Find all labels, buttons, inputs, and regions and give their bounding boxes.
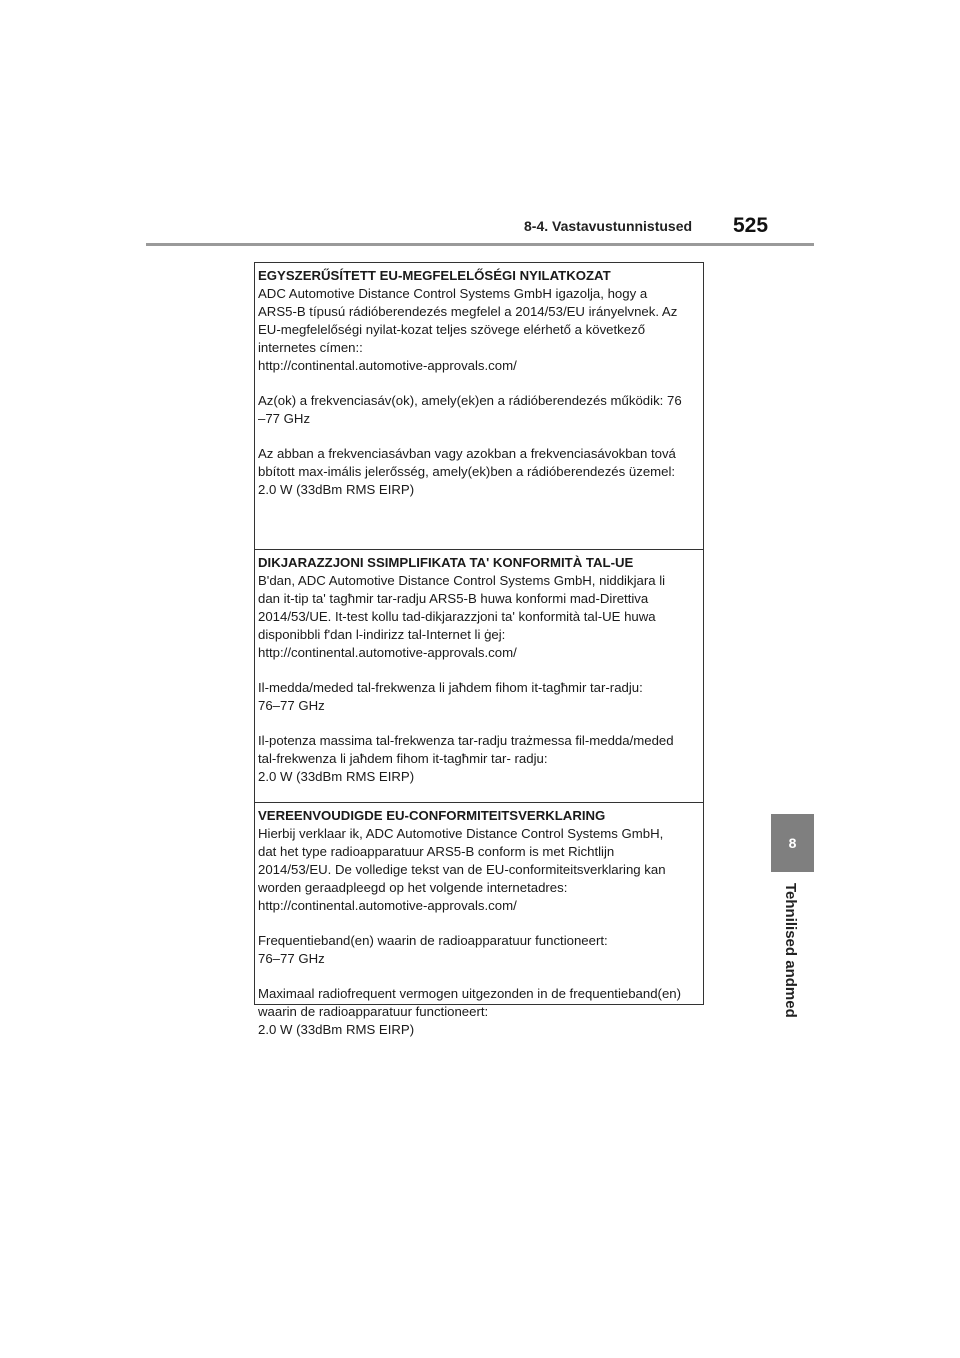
frequency-paragraph xyxy=(258,679,699,715)
text-line: 2014/53/EU. De volledige tekst van de EU-conformiteitsverklaring kan xyxy=(258,862,666,877)
power-paragraph xyxy=(258,445,699,499)
declaration-section-hu xyxy=(255,263,703,549)
text-line: 2.0 W (33dBm RMS EIRP) xyxy=(258,482,415,497)
text-line: waarin de radioapparatuur functioneert: xyxy=(258,1004,489,1019)
text-line: dat het type radioapparatuur ARS5-B conform is met Richtlijn xyxy=(258,844,615,859)
text-line: tal-frekwenza li jaħdem fihom it-tagħmir tar- radju: xyxy=(258,751,548,766)
text-line: –77 GHz xyxy=(258,411,311,426)
text-line: B'dan, ADC Automotive Distance Control Systems GmbH, niddikjara li xyxy=(258,573,666,588)
declaration-paragraph xyxy=(258,572,699,662)
section-heading: 8-4. Vastavustunnistused xyxy=(524,218,693,234)
text-line: Hierbij verklaar ik, ADC Automotive Distance Control Systems GmbH, xyxy=(258,826,664,841)
text-line: disponibbli f'dan l-indirizz tal-Internet li ġej: xyxy=(258,627,506,642)
declaration-box xyxy=(254,262,704,1037)
text-line: Az abban a frekvenciasávban vagy azokban a frekvenciasávokban tová xyxy=(258,446,676,461)
text-line: EU-megfelelőségi nyilat-kozat teljes szövege elérhető a következő xyxy=(258,322,646,337)
chapter-tab: 8 xyxy=(771,814,814,872)
declaration-paragraph xyxy=(258,825,699,915)
text-line: 76–77 GHz xyxy=(258,951,325,966)
text-line: ADC Automotive Distance Control Systems GmbH igazolja, hogy a xyxy=(258,286,648,301)
url-line: http://continental.automotive-approvals.com/ xyxy=(258,358,517,373)
declaration-section-mt xyxy=(255,549,703,803)
power-paragraph xyxy=(258,732,699,786)
chapter-label: Tehnilised andmed xyxy=(782,883,799,1018)
section-title: VEREENVOUDIGDE EU-CONFORMITEITSVERKLARING xyxy=(258,808,606,823)
text-line: Az(ok) a frekvenciasáv(ok), amely(ek)en a rádióberendezés működik: 76 xyxy=(258,393,682,408)
text-line: Maximaal radiofrequent vermogen uitgezonden in de frequentieband(en) xyxy=(258,986,682,1001)
section-title: DIKJARAZZJONI SSIMPLIFIKATA TA' KONFORMITÀ TAL-UE xyxy=(258,555,634,570)
frequency-paragraph xyxy=(258,932,699,968)
frequency-paragraph xyxy=(258,392,699,428)
declaration-section-nl xyxy=(255,802,703,1037)
text-line: dan it-tip ta' tagħmir tar-radju ARS5-B huwa konformi mad-Direttiva xyxy=(258,591,649,606)
text-line: 2014/53/UE. It-test kollu tad-dikjarazzjoni ta' konformità tal-UE huwa xyxy=(258,609,656,624)
text-line: 2.0 W (33dBm RMS EIRP) xyxy=(258,1022,415,1037)
text-line: ARS5-B típusú rádióberendezés megfelel a 2014/53/EU irányelvnek. Az xyxy=(258,304,678,319)
page-number: 525 xyxy=(733,214,769,237)
text-line: Il-medda/meded tal-frekwenza li jaħdem fihom it-tagħmir tar-radju: xyxy=(258,680,643,695)
text-line: 2.0 W (33dBm RMS EIRP) xyxy=(258,769,415,784)
power-paragraph xyxy=(258,985,699,1039)
text-line: worden geraadpleegd op het volgende internetadres: xyxy=(258,880,568,895)
text-line: bbított max-imális jelerősség, amely(ek)ben a rádióberendezés üzemel: xyxy=(258,464,676,479)
text-line: Frequentieband(en) waarin de radioapparatuur functioneert: xyxy=(258,933,608,948)
section-title: EGYSZERŰSÍTETT EU-MEGFELELŐSÉGI NYILATKOZAT xyxy=(258,268,611,283)
header-divider xyxy=(146,243,814,246)
url-line: http://continental.automotive-approvals.com/ xyxy=(258,898,517,913)
url-line: http://continental.automotive-approvals.com/ xyxy=(258,645,517,660)
text-line: internetes címen:: xyxy=(258,340,363,355)
text-line: Il-potenza massima tal-frekwenza tar-radju trażmessa fil-medda/meded xyxy=(258,733,674,748)
declaration-paragraph xyxy=(258,285,699,375)
text-line: 76–77 GHz xyxy=(258,698,325,713)
